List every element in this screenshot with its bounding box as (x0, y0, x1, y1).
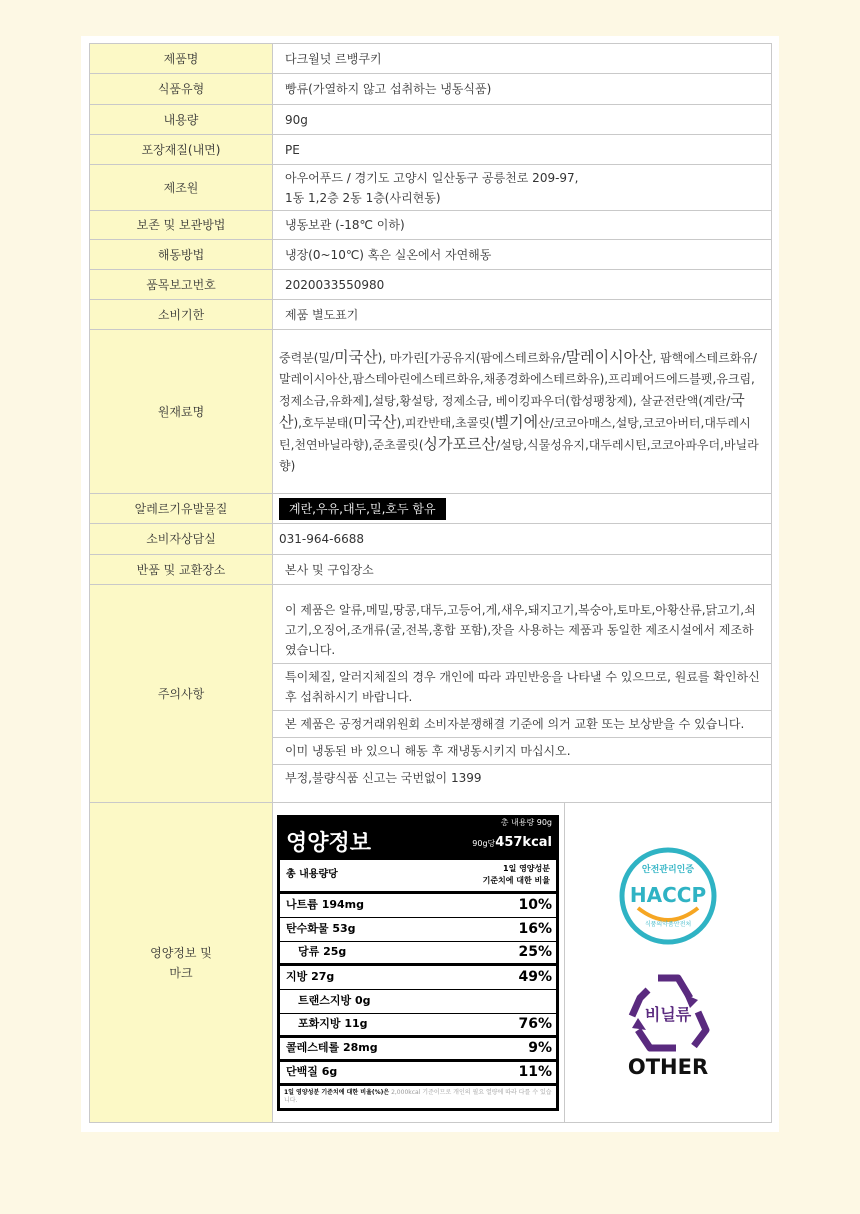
label-returns: 반품 및 교환장소 (90, 555, 273, 585)
ingredients-text: 산/코코아매스,설탕,코코아버터,대두레시틴,천연바닐라향),준초콜릿( (279, 415, 751, 452)
daily-value-line-1: 1일 영양성분 (503, 864, 550, 873)
row-ingredients (90, 330, 772, 494)
caution-item: 본 제품은 공정거래위원회 소비자분쟁해결 기준에 의거 교환 또는 보상받을 수 있습니다. (273, 711, 771, 738)
nutrition-totals (472, 813, 552, 854)
nutrient-row-sodium (280, 894, 556, 918)
origin-usa: 미국산 (353, 412, 397, 431)
ingredients-text: 중력분(밀/ (279, 350, 335, 365)
nutrient-name: 탄수화물 53g (286, 922, 356, 935)
value-report-no: 2020033550980 (273, 270, 772, 300)
nutrient-pct: 16% (518, 921, 552, 937)
nutrient-name: 포화지방 11g (298, 1017, 368, 1030)
value-storage: 냉동보관 (-18℃ 이하) (273, 211, 772, 240)
row-food-type (90, 74, 772, 105)
row-thawing (90, 240, 772, 270)
nutrient-name: 당류 25g (298, 945, 347, 958)
value-product-name: 다크월넛 르뱅쿠키 (273, 44, 772, 74)
nutrition-facts-cell (273, 803, 565, 1123)
nutrient-row-fat (280, 966, 556, 990)
nutrient-name: 트랜스지방 0g (298, 994, 371, 1007)
haccp-logo (616, 846, 720, 946)
nutrition-subheader (280, 860, 556, 894)
value-cautions (273, 585, 772, 803)
value-consumer-center: 031-964-6688 (273, 524, 772, 555)
allergen-badge: 계란,우유,대두,밀,호두 함유 (279, 498, 446, 520)
daily-value-line-2: 기준치에 대한 비율 (482, 876, 550, 885)
nutrition-facts-panel (277, 815, 559, 1111)
nutrient-pct: 9% (528, 1040, 552, 1056)
caution-item: 부정,불량식품 신고는 국번없이 1399 (285, 770, 482, 785)
label-ingredients: 원재료명 (90, 330, 273, 494)
row-nutrition (90, 803, 772, 1123)
nutrient-pct: 76% (518, 1016, 552, 1032)
nutrient-row-cholesterol (280, 1038, 556, 1062)
kcal-value: 457kcal (495, 834, 552, 850)
nutrient-pct: 49% (518, 969, 552, 985)
nutrient-row-sugars (280, 942, 556, 966)
label-nutrition-line-1: 영양정보 및 (150, 945, 212, 960)
haccp-bottom-text: 식품의약품안전처 (644, 920, 692, 928)
nutrition-footnote (280, 1086, 556, 1108)
label-nutrition-line-2: 마크 (169, 965, 193, 980)
per-serving: 90g당 (472, 838, 496, 848)
nutrient-name: 단백질 6g (286, 1065, 338, 1078)
label-expiry: 소비기한 (90, 300, 273, 330)
row-consumer-center (90, 524, 772, 555)
value-food-type: 빵류(가열하지 않고 섭취하는 냉동식품) (273, 74, 772, 105)
nutrient-row-trans-fat (280, 990, 556, 1014)
caution-item: 이 제품은 알류,메밀,땅콩,대두,고등어,게,새우,돼지고기,복숭아,토마토,아황산류,닭고기,쇠고기,오징어,조개류(굴,전복,홍합 포함),잣을 사용하는 제품과 동일한 제조시설에서 제조하였습니다. (273, 597, 771, 664)
kcal-line (472, 833, 552, 854)
origin-belgium: 벨기에 (494, 412, 539, 431)
row-expiry (90, 300, 772, 330)
origin-singapore: 싱가포르산 (423, 434, 496, 453)
label-thawing: 해동방법 (90, 240, 273, 270)
footnote-rest: 2,000kcal 기준이므로 개인의 필요 열량에 따라 다를 수 있습니다. (284, 1088, 552, 1104)
ingredients-text: ),피칸반태,초콜릿( (396, 415, 495, 430)
origin-usa: 미국산 (334, 347, 378, 366)
nutrient-name: 나트륨 194mg (286, 898, 365, 911)
recycle-label: 비닐류 (644, 1004, 692, 1024)
value-manufacturer (273, 165, 772, 211)
label-food-type: 식품유형 (90, 74, 273, 105)
row-manufacturer (90, 165, 772, 211)
ingredients-text: /설탕,식물성유지,대두레시틴,코코아파우더,바닐라향) (279, 437, 759, 473)
caution-item: 특이체질, 알러지체질의 경우 개인에 따라 과민반응을 나타낼 수 있으므로, 원료를 확인하신 후 섭취하시기 바랍니다. (273, 664, 771, 711)
footnote-bold: 1일 영양성분 기준치에 대한 비율(%)은 (284, 1088, 390, 1096)
per-total-label: 총 내용량당 (286, 869, 338, 880)
nutrient-pct: 11% (518, 1064, 552, 1080)
origin-malaysia: 말레이시아산 (565, 347, 653, 366)
manufacturer-line-1: 아우어푸드 / 경기도 고양시 일산동구 공릉천로 209-97, (285, 170, 579, 185)
recycle-sub: OTHER (627, 1054, 709, 1079)
manufacturer-line-2: 1동 1,2층 2동 1층(사리현동) (285, 190, 441, 205)
nutrient-name: 콜레스테롤 28mg (286, 1041, 378, 1054)
row-storage (90, 211, 772, 240)
nutrition-title: 영양정보 (286, 830, 372, 856)
row-returns (90, 555, 772, 585)
nutrient-pct: 10% (518, 897, 552, 913)
origin-korea: 국산 (279, 390, 745, 431)
label-storage: 보존 및 보관방법 (90, 211, 273, 240)
value-net-weight: 90g (273, 105, 772, 135)
row-net-weight (90, 105, 772, 135)
ingredients-text: ), 마가린[가공유지(팜에스테르화유/ (377, 350, 566, 365)
total-amount: 총 내용량 90g (500, 817, 552, 827)
caution-item: 이미 냉동된 바 있으니 해동 후 재냉동시키지 마십시오. (273, 738, 771, 765)
label-manufacturer: 제조원 (90, 165, 273, 211)
certification-marks (565, 803, 772, 1123)
row-allergen (90, 494, 772, 524)
product-info-table (89, 43, 772, 1123)
label-report-no: 품목보고번호 (90, 270, 273, 300)
haccp-top-text: 안전관리인증 (641, 864, 695, 875)
label-nutrition (90, 803, 273, 1123)
value-allergen (273, 494, 772, 524)
row-report-no (90, 270, 772, 300)
nutrition-header (280, 818, 556, 860)
nutrient-row-carbs (280, 918, 556, 942)
label-product-name: 제품명 (90, 44, 273, 74)
value-expiry: 제품 별도표기 (273, 300, 772, 330)
nutrient-row-protein (280, 1062, 556, 1086)
label-consumer-center: 소비자상담실 (90, 524, 273, 555)
label-allergen: 알레르기유발물질 (90, 494, 273, 524)
haccp-main-text: HACCP (629, 882, 707, 907)
label-packaging: 포장재질(내면) (90, 135, 273, 165)
label-cautions: 주의사항 (90, 585, 273, 803)
nutrient-pct: 25% (518, 944, 552, 960)
row-product-name (90, 44, 772, 74)
value-returns: 본사 및 구입장소 (273, 555, 772, 585)
row-packaging (90, 135, 772, 165)
ingredients-text: ),호두분태( (293, 415, 354, 430)
recycle-vinyl-logo (618, 968, 718, 1080)
value-ingredients (273, 330, 772, 494)
label-net-weight: 내용량 (90, 105, 273, 135)
value-packaging: PE (273, 135, 772, 165)
nutrient-row-saturated-fat (280, 1014, 556, 1038)
ingredients-text: , 팜핵에스테르화유/말레이시아산,팜스테아린에스테르화유,채종경화에스테르화유),프리페어드에드블펫,유크림,정제소금,유화제],설탕,황설탕, 정제소금, 베이킹파우더(합성팽창제), 살균전란액(계란/ (279, 350, 757, 408)
value-thawing: 냉장(0~10℃) 혹은 실온에서 자연해동 (273, 240, 772, 270)
row-cautions (90, 585, 772, 803)
daily-value-label (483, 863, 550, 887)
nutrient-name: 지방 27g (286, 970, 335, 983)
